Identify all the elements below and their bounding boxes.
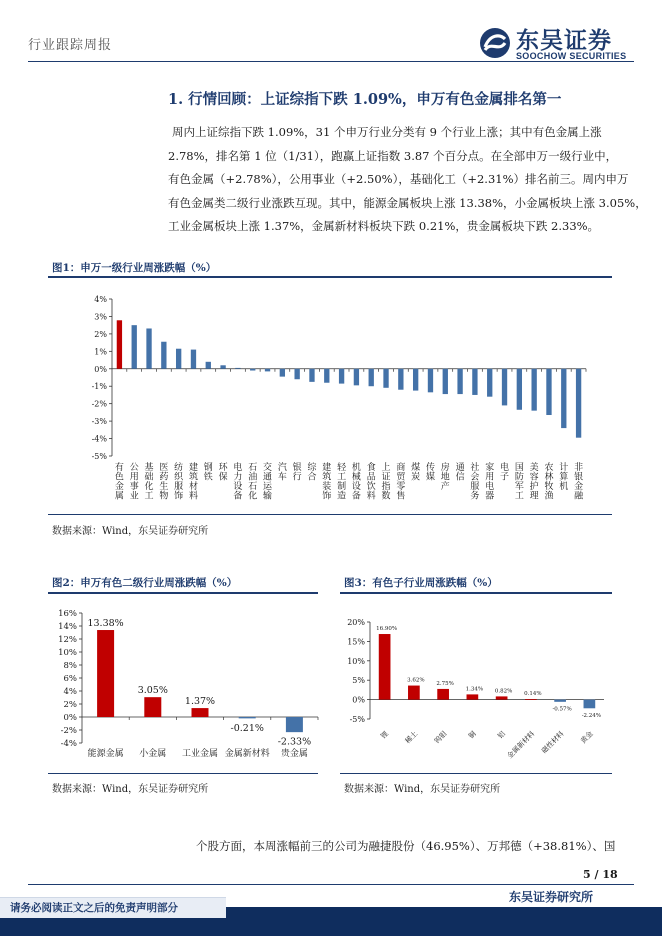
fig2-caption-line [48,592,318,594]
category-char: 产 [440,482,450,492]
category-label [322,461,331,502]
bar [487,369,492,397]
category-char: 行 [292,472,302,483]
category-char: 饮 [366,482,376,492]
category-char: 制 [337,482,347,492]
footer-divider [28,884,634,885]
category-char: 渔 [544,491,554,502]
category-char: 力 [233,472,243,483]
paragraph-line: 工业金属板块上涨 1.37%，金属新材料板块下跌 0.21%，贵金属板块下跌 2.33%。 [168,219,600,233]
category-char: 色 [114,472,124,483]
category-char: 油 [248,472,258,483]
fig1-caption-line [48,276,612,278]
category-char: 农 [544,463,554,473]
category-char: 造 [337,491,347,502]
category-char: 备 [233,491,243,502]
category-char: 环 [218,463,228,473]
category-char: 服 [470,482,480,492]
category-label: 铜 [467,729,478,741]
category-char: 石 [248,463,258,473]
category-label [470,461,479,502]
category-label [159,462,168,502]
category-char: 银 [292,463,302,473]
category-char: 用 [485,472,495,483]
data-label: -0.57% [552,706,572,713]
bar [286,717,303,732]
report-type-title: 行业跟踪周报 [28,38,113,53]
data-label: 16.90% [376,626,398,633]
bar [235,368,240,369]
paragraph-line: 周内上证综指下跌 1.09%，31 个申万行业分类有 9 个行业上涨；其中有色金属上涨 [172,125,602,139]
category-char: 建 [188,463,198,473]
category-char: 保 [218,472,228,483]
category-char: 基 [144,463,154,473]
bar [457,369,462,394]
bar [309,369,314,382]
data-label: -0.21% [230,722,264,734]
bar [324,369,329,383]
bar [554,700,566,702]
y-tick-label: 10% [58,648,77,658]
category-char: 输 [263,491,273,502]
category-char: 炭 [411,472,421,483]
y-tick-label: 8% [63,661,77,671]
bar [517,369,522,410]
category-char: 护 [529,482,539,492]
category-label: 稀土 [403,729,420,746]
category-char: 融 [574,491,584,502]
category-label: 钨钼 [432,729,449,746]
category-char: 属 [114,491,124,502]
y-tick-label: 2% [94,329,107,339]
category-char: 通 [263,472,273,483]
fig3-caption: 图3：有色子行业周涨跌幅（%） [344,577,498,589]
bar [437,689,449,700]
category-char: 合 [307,472,317,483]
category-label [174,461,184,502]
category-label [500,461,509,483]
paragraph-line: 2.78%，排名第 1 位（1/31），跑赢上证指数 3.87 个百分点。在全部申万一级行业中， [168,148,618,163]
bar [408,686,420,700]
bar [383,369,388,388]
category-char: 物 [159,491,169,502]
category-char: 商 [396,463,406,473]
category-char: 筑 [322,472,332,483]
paragraph-line: 有色金属（+2.78%），公用事业（+2.50%），基础化工（+2.31%）排名前三。周内申万 [168,172,629,186]
category-char: 务 [470,491,480,502]
category-label: 金属新材料 [505,729,537,761]
category-char: 食 [366,463,376,473]
category-label: 锂 [379,729,391,741]
category-char: 售 [396,491,406,502]
category-char: 地 [440,472,450,483]
footer-org-name: 东吴证券研究所 [509,890,594,904]
category-char: 零 [396,482,406,492]
category-label [233,461,242,502]
category-char: 机 [351,463,361,473]
category-label [426,461,435,483]
summary-paragraph [168,121,647,239]
fig1-chart [48,280,614,508]
y-tick-label: 16% [58,609,77,619]
category-char: 综 [307,463,317,473]
category-label: 能源金属 [87,749,124,759]
y-tick-label: 12% [58,635,77,645]
category-char: 信 [455,472,465,483]
category-char: 指 [381,482,391,492]
y-tick-label: -3% [91,417,107,427]
bar [220,365,225,368]
category-label [544,461,553,502]
category-char: 础 [144,472,154,483]
category-char: 算 [559,472,569,483]
bar [496,696,508,699]
category-char: 证 [381,472,391,483]
fig1-source-line [48,514,612,515]
category-label [441,461,450,492]
category-char: 机 [559,482,569,492]
data-label: 1.37% [184,696,216,708]
category-label: 小金属 [139,749,167,759]
category-char: 品 [366,472,376,483]
bar [354,369,359,386]
category-char: 械 [351,472,361,483]
category-label [293,461,302,483]
category-char: 化 [248,491,258,502]
category-char: 工 [514,491,524,502]
category-char: 事 [129,482,139,492]
category-char: 银 [574,472,584,483]
fig2-source: 数据来源：Wind，东吴证券研究所 [52,784,209,795]
category-char: 服 [174,482,184,492]
category-label [411,461,420,483]
category-char: 工 [337,472,347,483]
category-char: 电 [233,463,243,473]
category-label [130,462,139,502]
category-char: 钢 [203,463,213,473]
section-title: 1. 行情回顾：上证综指下跌 1.09%，申万有色金属排名第一 [168,91,562,108]
footer-disclaimer: 请务必阅读正文之后的免责声明部分 [10,902,178,914]
company-logo [478,24,648,64]
y-tick-label: 0% [94,364,107,374]
y-tick-label: -2% [91,399,107,409]
category-char: 金 [114,482,124,492]
category-char: 交 [263,463,273,473]
category-char: 设 [233,482,243,492]
category-label: 磁性材料 [540,729,566,756]
category-char: 筑 [188,472,198,483]
bar [294,369,299,379]
bar [280,369,285,377]
category-label [352,461,361,502]
category-char: 料 [366,491,376,502]
bar [472,369,477,395]
category-char: 传 [425,463,435,473]
bar [379,634,391,700]
y-tick-label: -5% [91,452,107,461]
bar [239,717,256,718]
category-char: 化 [144,482,154,492]
data-label: 2.75% [436,680,454,687]
category-label [367,461,376,502]
bar [339,369,344,384]
category-char: 药 [159,472,169,483]
y-tick-label: 0% [352,695,365,705]
category-char: 媒 [425,472,435,483]
data-label: 1.34% [465,686,484,693]
category-char: 业 [129,491,139,502]
category-char: 工 [144,491,154,502]
category-char: 理 [529,491,539,502]
category-char: 饰 [322,491,332,502]
y-tick-label: 5% [352,676,365,686]
category-char: 饰 [174,491,184,502]
bar [265,369,270,372]
bar [117,320,122,368]
y-tick-label: 0% [63,713,77,723]
fig1-caption: 图1：申万一级行业周涨跌幅（%） [52,262,217,274]
fig3-caption-line [340,592,612,594]
y-tick-label: 4% [63,687,77,697]
bar [398,369,403,390]
bar [561,369,566,428]
category-char: 建 [322,463,332,473]
category-char: 用 [129,472,139,483]
category-char: 通 [455,463,465,473]
y-tick-label: -4% [91,434,107,444]
category-char: 防 [514,472,524,483]
category-char: 材 [188,482,198,492]
bar [132,325,137,369]
y-tick-label: 1% [94,347,107,357]
category-char: 军 [514,482,524,492]
category-char: 上 [381,463,391,473]
y-tick-label: 3% [94,312,107,322]
category-label [278,461,287,483]
bar [192,708,209,717]
data-label: 0.14% [524,691,542,698]
category-char: 房 [440,463,450,473]
category-label [515,462,524,502]
category-char: 设 [351,482,361,492]
bar [97,630,114,717]
y-tick-label: 10% [347,656,365,666]
category-char: 子 [500,472,510,483]
category-label [530,461,539,502]
category-char: 会 [470,472,480,483]
data-label: 3.05% [137,685,168,697]
data-label: -2.33% [277,736,312,748]
category-label: 贵金属 [280,749,308,759]
bar [161,342,166,369]
category-char: 石 [248,482,258,492]
category-char: 家 [485,463,495,473]
page-number: 5 / 18 [583,868,618,881]
bar [369,369,374,386]
bar [413,369,418,391]
category-label [559,461,568,492]
y-tick-label: -1% [91,382,107,392]
category-char: 纺 [174,463,184,473]
bar [428,369,433,393]
category-label [396,461,406,502]
category-label [337,461,347,502]
category-label [248,462,257,502]
category-char: 铁 [203,472,213,483]
bar [584,700,596,709]
y-tick-label: -4% [60,739,77,749]
logo-mark-icon [478,26,512,60]
fig2-caption: 图2：申万有色二级行业周涨跌幅（%） [52,577,238,589]
bar [531,369,536,411]
category-char: 料 [188,491,198,502]
category-label [307,461,317,483]
category-label [485,461,494,502]
fig2-chart [48,600,320,768]
fig3-source-line [340,773,612,774]
y-tick-label: -5% [349,715,365,724]
category-char: 装 [322,482,332,492]
category-char: 轻 [337,463,347,473]
fig3-chart [340,608,612,768]
data-label: 0.82% [494,688,513,695]
category-char: 医 [159,463,169,473]
bar [443,369,448,394]
stock-commentary: 个股方面，本周涨幅前三的公司为融捷股份（46.95%）、万邦德（+38.81%）、国 [196,839,616,853]
bar [144,697,161,717]
category-label [456,462,465,483]
bar [502,369,507,406]
category-label: 金属新材料 [224,749,270,759]
category-char: 金 [574,482,584,492]
data-label: -2.24% [581,712,602,719]
category-char: 牧 [544,482,554,492]
bar [191,350,196,369]
y-tick-label: -2% [60,726,77,736]
y-tick-label: 15% [347,637,365,647]
category-char: 社 [470,463,480,473]
category-label [189,461,198,502]
data-label: 3.62% [407,677,425,684]
category-char: 贸 [396,472,406,483]
category-char: 汽 [277,463,287,473]
category-char: 电 [500,463,510,473]
category-label [115,461,124,502]
bar [525,699,537,700]
bar [546,369,551,415]
category-char: 煤 [411,463,421,473]
category-label [382,461,391,502]
category-char: 计 [559,463,569,473]
bar [206,362,211,369]
paragraph-line: 有色金属类二级行业涨跌互现。其中，能源金属板块上涨 13.38%，小金属板块上涨 3.05%， [168,195,647,210]
y-tick-label: 4% [94,295,107,304]
bar [250,369,255,371]
category-label [219,462,229,483]
category-char: 林 [544,472,554,483]
category-char: 容 [529,472,539,483]
bar [176,349,181,369]
bar [467,694,479,699]
category-label [145,461,154,502]
category-label: 黄金 [579,729,595,746]
fig2-source-line [48,773,318,774]
category-char: 电 [485,482,495,492]
category-label: 工业金属 [181,749,219,759]
fig1-source: 数据来源：Wind，东吴证券研究所 [52,526,209,537]
category-char: 运 [263,482,273,492]
category-char: 织 [174,472,184,483]
category-char: 生 [159,482,169,492]
logo-chinese-name: 东吴证券 [516,28,612,54]
y-tick-label: 14% [58,622,77,632]
category-label [204,461,213,483]
category-label [263,461,273,502]
category-char: 非 [574,463,584,473]
category-char: 器 [485,491,495,502]
category-label: 铝 [496,729,508,741]
category-char: 有 [114,463,124,473]
category-char: 公 [129,463,139,473]
bar [576,369,581,438]
data-label: 13.38% [87,618,124,630]
category-char: 备 [351,491,361,502]
fig3-source: 数据来源：Wind，东吴证券研究所 [344,784,501,795]
y-tick-label: 20% [347,618,365,627]
bar [146,328,151,368]
y-tick-label: 6% [63,674,77,684]
category-char: 数 [381,491,391,502]
logo-english-name: SOOCHOW SECURITIES [516,51,627,61]
y-tick-label: 2% [63,700,77,710]
category-char: 国 [514,463,524,473]
category-label [574,461,584,502]
header-divider [28,61,634,62]
category-char: 车 [277,472,287,483]
category-char: 美 [529,463,539,473]
